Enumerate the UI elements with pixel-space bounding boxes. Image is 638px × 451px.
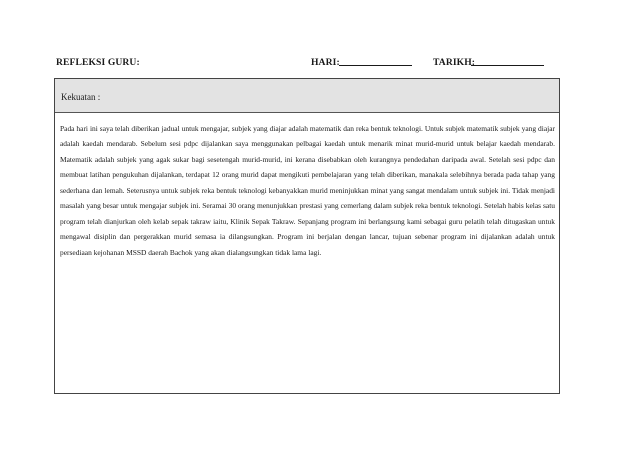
refleksi-guru-label: REFLEKSI GURU: bbox=[56, 57, 140, 68]
hari-blank-line bbox=[339, 65, 412, 66]
tarikh-label: TARIKH: bbox=[433, 57, 476, 68]
reflection-box bbox=[54, 78, 560, 394]
tarikh-blank-line bbox=[471, 65, 544, 66]
reflection-paragraph: Pada hari ini saya telah diberikan jadual untuk mengajar, subjek yang diajar adalah matematik dan reka bentuk teknologi. Untuk subjek matematik subjek yang diajar adalah kaedah mendarab. Sebelum sesi pdpc dijalankan saya menggunakan pelbagai kaedah untuk menarik minat murid-murid untuk belajar kaedah mendarab. Matematik adalah subjek yang agak sukar bagi sesetengah murid-murid, ini kerana disebabkan oleh kurangnya pendedahan daripada awal. Setelah sesi pdpc dan membuat latihan pengukuhan dijalankan, terdapat 12 orang murid dapat mengikuti pembelajaran yang telah diberikan, manakala selebihnya berada pada tahap yang sederhana dan lemah. Seterusnya untuk subjek reka bentuk teknologi kebanyakkan murid meninjukkan minat yang sangat mendalam untuk subjek ini. Tidak menjadi masalah yang besar untuk mengajar subjek ini. Seramai 30 orang menunjukkan prestasi yang cemerlang dalam subjek reka bentuk teknologi. Setelah habis kelas satu program telah dianjurkan oleh kelab sepak takraw iaitu, Klinik Sepak Takraw. Sepanjang program ini berlangsung kami sebagai guru pelatih telah ditugaskan untuk mengawal disiplin dan pergerakkan murid semasa ia dilangsungkan. Program ini berjalan dengan lancar, tujuan sebenar program ini dijalankan adalah untuk persediaan kejohanan MSSD daerah Bachok yang akan dialangsungkan tidak lama lagi. bbox=[60, 124, 555, 257]
section-header bbox=[55, 79, 559, 113]
hari-label: HARI: bbox=[311, 57, 340, 68]
section-body bbox=[60, 121, 555, 260]
section-title: Kekuatan : bbox=[61, 92, 101, 102]
